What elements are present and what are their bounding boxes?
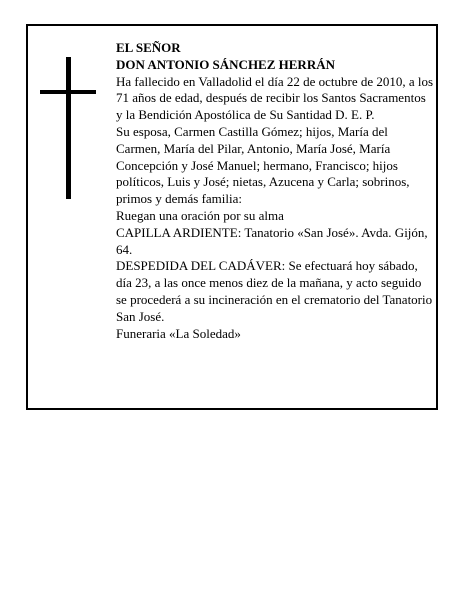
notice-prayer-request: Ruegan una oración por su alma: [116, 207, 284, 223]
cross-horizontal-bar: [40, 90, 96, 94]
notice-chapel-info: CAPILLA ARDIENTE: Tanatorio «San José». Avda. Gijón, 64.: [116, 224, 428, 257]
cross-vertical-bar: [66, 57, 71, 199]
notice-farewell-info: DESPEDIDA DEL CADÁVER: Se efectuará hoy sábado, día 23, a las once menos diez de la mañana, y acto seguido se procederá a su incineración en el crematorio del Tanatorio San José.: [116, 258, 433, 324]
notice-deceased-name: DON ANTONIO SÁNCHEZ HERRÁN: [116, 56, 335, 72]
obituary-notice: [26, 24, 438, 410]
notice-heading-title: EL SEÑOR: [116, 40, 181, 55]
notice-text: [116, 40, 434, 342]
notice-family-list: Su esposa, Carmen Castilla Gómez; hijos, María del Carmen, María del Pilar, Antonio, María José, María Concepción y José Manuel; hermano, Francisco; hijos políticos, Luis y José; nietas, Azucena y Carla; sobrinos, primos y demás familia:: [116, 123, 410, 207]
notice-death-announcement: Ha fallecido en Valladolid el día 22 de octubre de 2010, a los 71 años de edad, después de recibir los Santos Sacramentos y la Bendición Apostólica de Su Santidad D. E. P.: [116, 73, 434, 123]
cross-icon: [40, 57, 96, 199]
notice-funeral-home: Funeraria «La Soledad»: [116, 325, 241, 341]
